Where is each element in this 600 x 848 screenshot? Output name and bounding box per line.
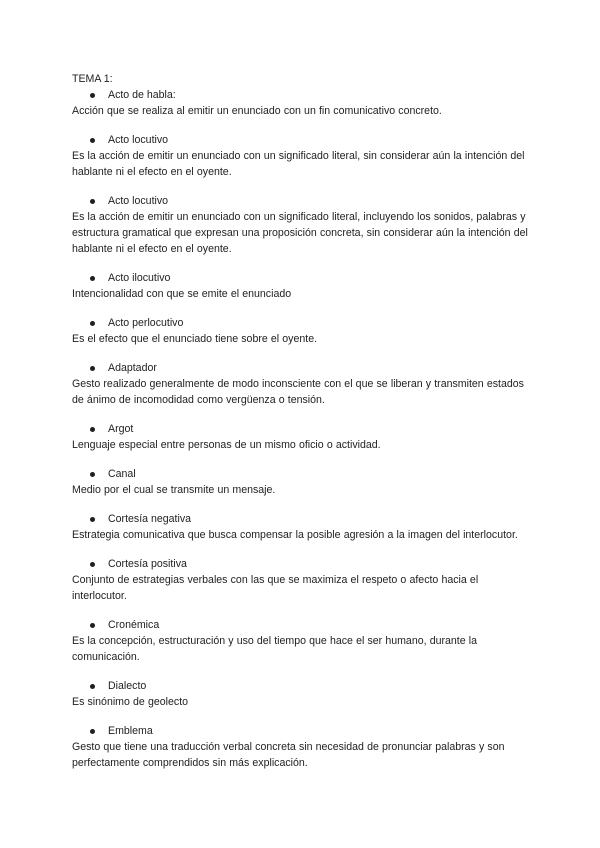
glossary-entry — [72, 87, 530, 119]
term-line — [90, 87, 530, 103]
glossary-entry — [72, 193, 530, 257]
glossary-entry — [72, 511, 530, 543]
term-line — [90, 360, 530, 376]
bullet-icon — [90, 366, 95, 371]
bullet-icon — [90, 138, 95, 143]
glossary-entry — [72, 132, 530, 180]
glossary-entry — [72, 360, 530, 408]
bullet-icon — [90, 427, 95, 432]
glossary-term: Cortesía positiva — [108, 558, 187, 570]
glossary-entry — [72, 617, 530, 665]
glossary-term: Emblema — [108, 725, 153, 737]
term-line — [90, 511, 530, 527]
bullet-icon — [90, 684, 95, 689]
glossary-entry — [72, 678, 530, 710]
glossary-definition: Es sinónimo de geolecto — [72, 696, 189, 708]
glossary-term: Cortesía negativa — [108, 513, 192, 525]
glossary-term: Acto de habla: — [108, 89, 176, 101]
glossary-definition: Acción que se realiza al emitir un enunciado con un fin comunicativo concreto. — [72, 105, 442, 117]
glossary-definition: Gesto realizado generalmente de modo inconsciente con el que se liberan y transmiten estados de ánimo de incomodidad como vergüenza o tensión. — [72, 378, 524, 406]
bullet-icon — [90, 321, 95, 326]
glossary-entry — [72, 466, 530, 498]
glossary-term: Acto ilocutivo — [108, 272, 171, 284]
glossary-list — [72, 87, 530, 771]
term-line — [90, 421, 530, 437]
term-line — [90, 556, 530, 572]
bullet-icon — [90, 472, 95, 477]
glossary-definition: Conjunto de estrategias verbales con las que se maximiza el respeto o afecto hacia el interlocutor. — [72, 574, 479, 602]
bullet-icon — [90, 562, 95, 567]
term-line — [90, 723, 530, 739]
glossary-definition: Estrategia comunicativa que busca compensar la posible agresión a la imagen del interlocutor. — [72, 529, 518, 541]
bullet-icon — [90, 729, 95, 734]
term-line — [90, 617, 530, 633]
term-line — [90, 466, 530, 482]
glossary-definition: Es el efecto que el enunciado tiene sobre el oyente. — [72, 333, 318, 345]
glossary-definition: Es la acción de emitir un enunciado con un significado literal, sin considerar aún la intención del hablante ni el efecto en el oyente. — [72, 150, 525, 178]
bullet-icon — [90, 623, 95, 628]
glossary-entry — [72, 723, 530, 771]
glossary-entry — [72, 421, 530, 453]
term-line — [90, 678, 530, 694]
term-line — [90, 315, 530, 331]
term-line — [90, 193, 530, 209]
glossary-definition: Es la acción de emitir un enunciado con un significado literal, incluyendo los sonidos, palabras y estructura gramatical que expresan una proposición concreta, sin considerar aún la intención del hablante ni el efecto en el oyente. — [72, 211, 528, 255]
glossary-term: Adaptador — [108, 362, 157, 374]
bullet-icon — [90, 93, 95, 98]
document-title: TEMA 1: — [72, 73, 113, 85]
glossary-definition: Medio por el cual se transmite un mensaje. — [72, 484, 276, 496]
glossary-definition: Gesto que tiene una traducción verbal concreta sin necesidad de pronunciar palabras y son perfectamente comprendidos sin más explicación. — [72, 741, 505, 769]
term-line — [90, 270, 530, 286]
glossary-term: Canal — [108, 468, 136, 480]
glossary-definition: Intencionalidad con que se emite el enunciado — [72, 288, 292, 300]
glossary-entry — [72, 556, 530, 604]
glossary-term: Dialecto — [108, 680, 147, 692]
bullet-icon — [90, 276, 95, 281]
glossary-term: Cronémica — [108, 619, 160, 631]
glossary-term: Acto perlocutivo — [108, 317, 184, 329]
glossary-definition: Es la concepción, estructuración y uso del tiempo que hace el ser humano, durante la comunicación. — [72, 635, 478, 663]
glossary-entry — [72, 270, 530, 302]
glossary-definition: Lenguaje especial entre personas de un mismo oficio o actividad. — [72, 439, 381, 451]
term-line — [90, 132, 530, 148]
glossary-term: Argot — [108, 423, 134, 435]
glossary-entry — [72, 315, 530, 347]
bullet-icon — [90, 517, 95, 522]
bullet-icon — [90, 199, 95, 204]
glossary-term: Acto locutivo — [108, 195, 169, 207]
glossary-term: Acto locutivo — [108, 134, 169, 146]
